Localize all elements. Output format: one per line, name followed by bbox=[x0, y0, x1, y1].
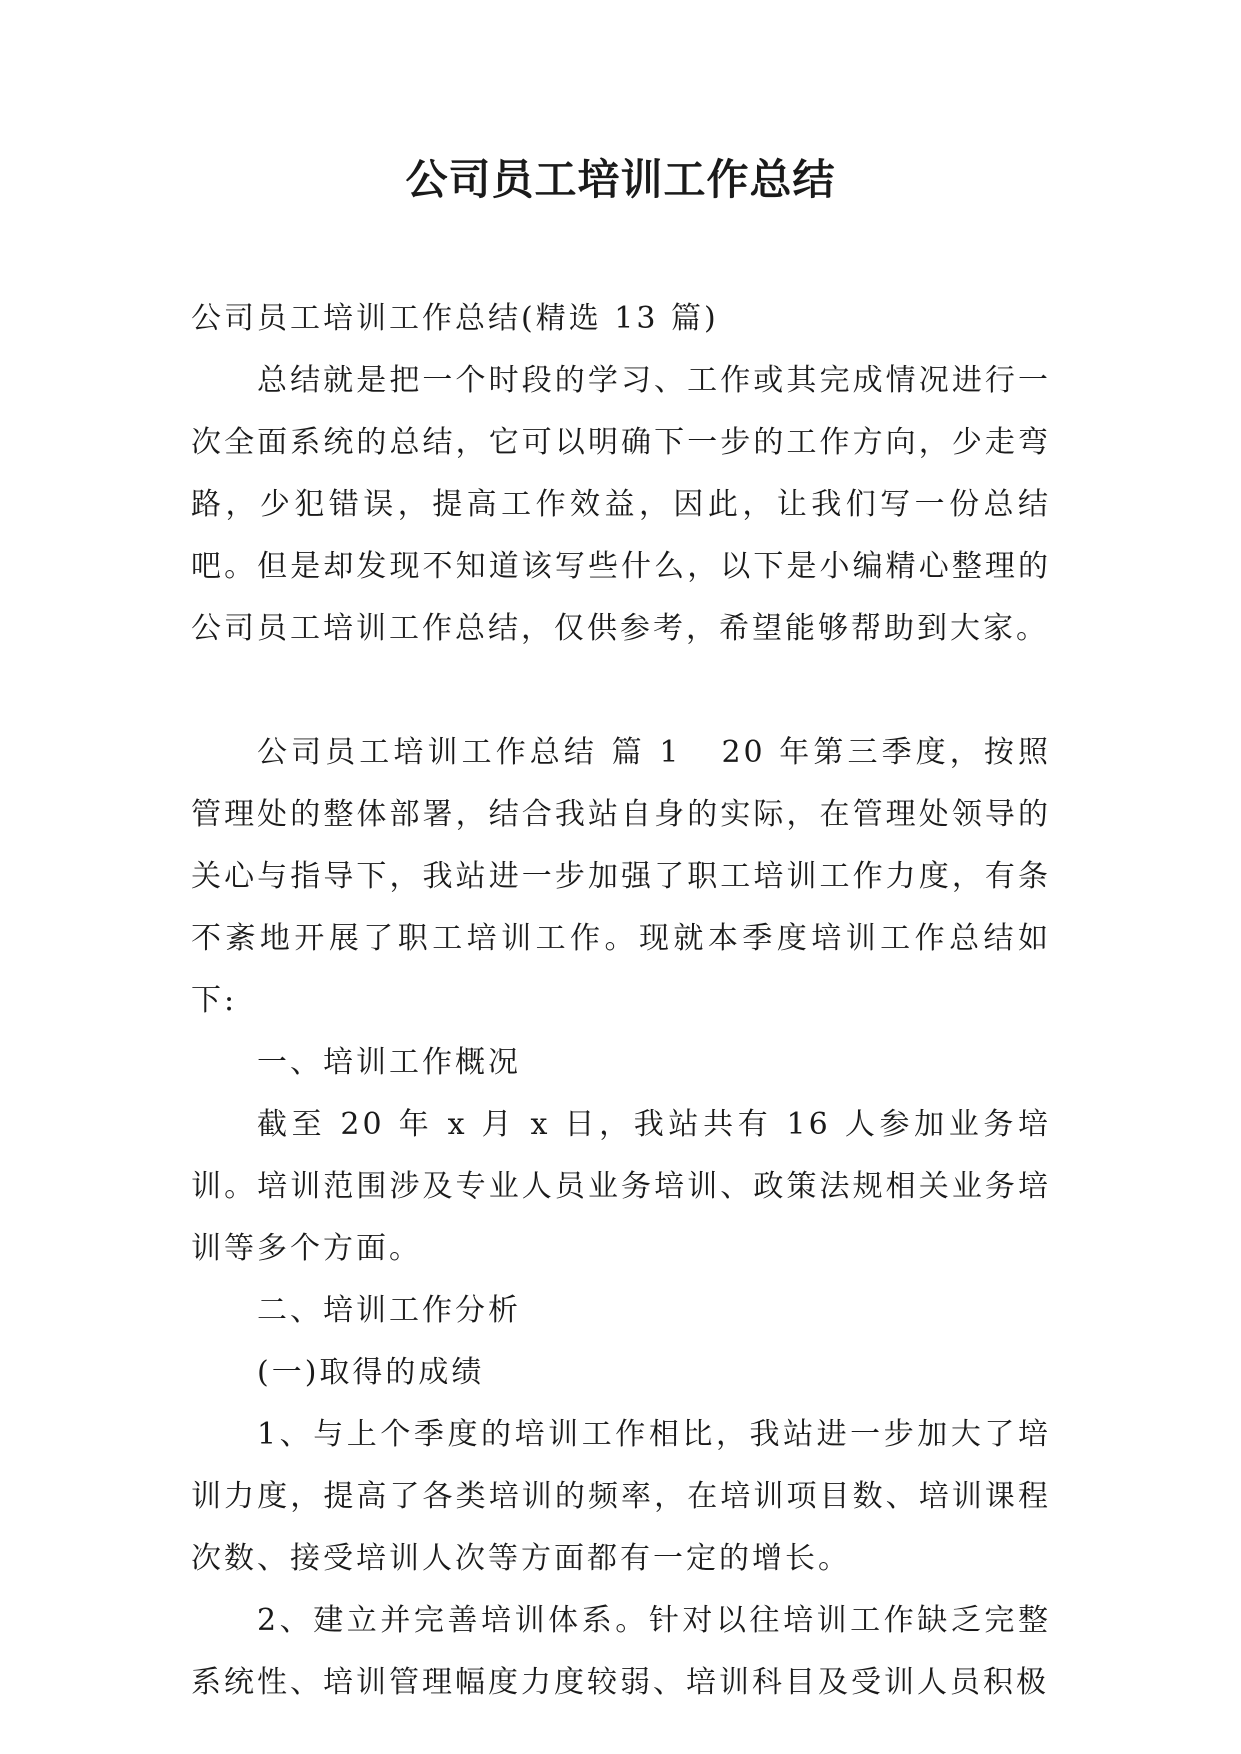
intro-paragraph: 总结就是把一个时段的学习、工作或其完成情况进行一次全面系统的总结，它可以明确下一步的工作方向，少走弯路，少犯错误，提高工作效益，因此，让我们写一份总结吧。但是却发现不知道该写些什么，以下是小编精心整理的公司员工培训工作总结，仅供参考，希望能够帮助到大家。 bbox=[191, 363, 1051, 646]
document-title: 公司员工培训工作总结 bbox=[405, 155, 836, 204]
overview-paragraph: 截至 20 年 x 月 x 日，我站共有 16 人参加业务培训。培训范围涉及专业人员业务培训、政策法规相关业务培训等多个方面。 bbox=[191, 1107, 1051, 1266]
section-1-heading: 公司员工培训工作总结 篇 1 bbox=[257, 735, 682, 770]
paragraph-spacer bbox=[191, 660, 1051, 722]
document-body bbox=[191, 288, 1051, 1714]
heading-overview: 一、培训工作概况 bbox=[257, 1045, 521, 1080]
document-subtitle: 公司员工培训工作总结(精选 13 篇) bbox=[191, 301, 719, 336]
heading-achievements: (一)取得的成绩 bbox=[257, 1355, 485, 1390]
section-1-paragraph bbox=[191, 722, 1051, 1032]
achievement-item-2: 2、建立并完善培训体系。针对以往培训工作缺乏完整系统性、培训管理幅度力度较弱、培训科目及受训人员积极 bbox=[191, 1603, 1051, 1700]
achievement-item-1: 1、与上个季度的培训工作相比，我站进一步加大了培训力度，提高了各类培训的频率，在培训项目数、培训课程次数、接受培训人次等方面都有一定的增长。 bbox=[191, 1417, 1051, 1576]
section-1-lead: 20 年第三季度，按照管理处的整体部署，结合我站自身的实际，在管理处领导的关心与指导下，我站进一步加强了职工培训工作力度，有条不紊地开展了职工培训工作。现就本季度培训工作总结如下: bbox=[191, 735, 1051, 1018]
heading-analysis: 二、培训工作分析 bbox=[257, 1293, 521, 1328]
